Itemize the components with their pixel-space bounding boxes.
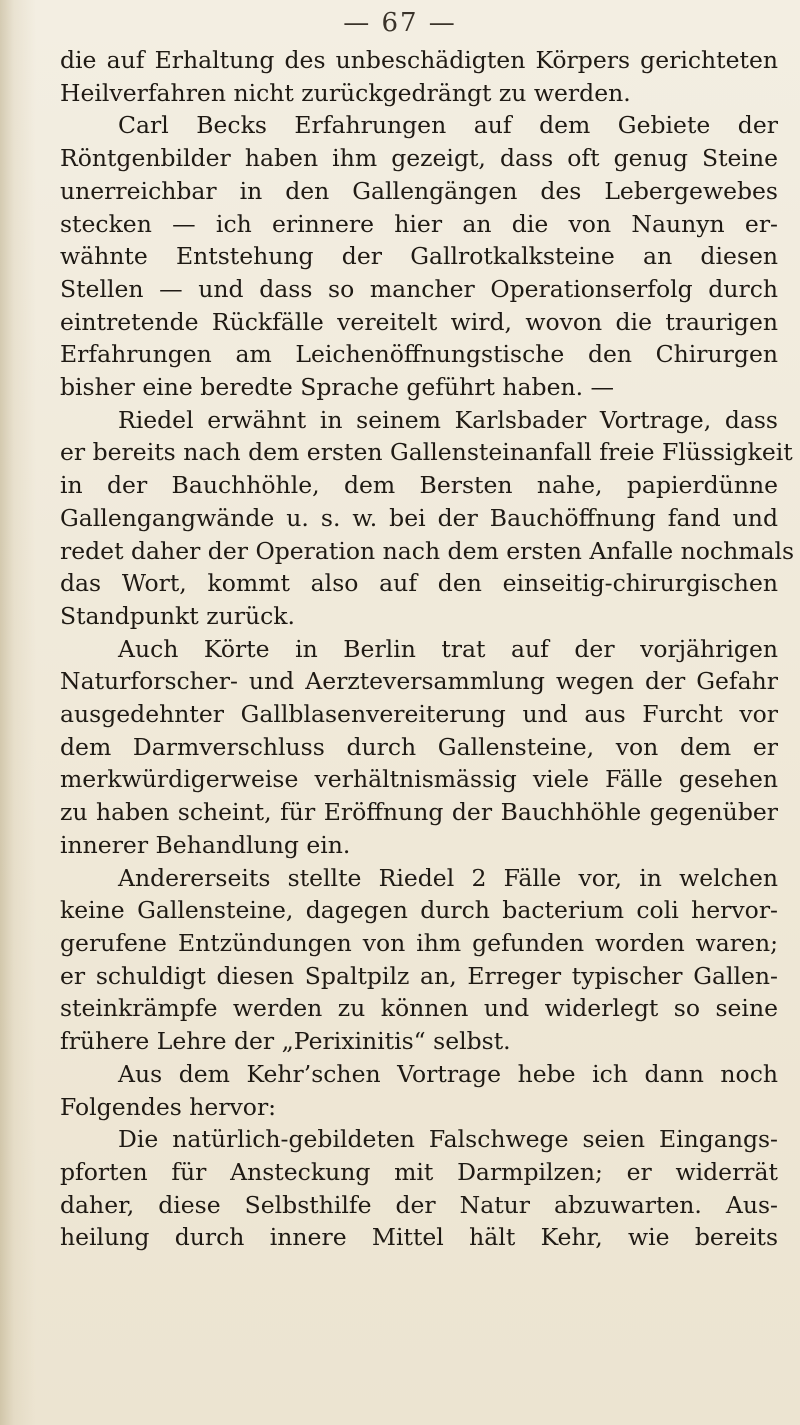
text-line: Die natürlich-gebildeten Falschwege seien Eingangs- bbox=[118, 1125, 778, 1154]
text-line: steinkrämpfe werden zu können und widerlegt so seine bbox=[60, 994, 778, 1023]
text-line: er bereits nach dem ersten Gallensteinanfall freie Flüssigkeit bbox=[60, 438, 793, 467]
text-line: merkwürdigerweise verhältnismässig viele Fälle gesehen bbox=[60, 765, 778, 794]
text-line: bisher eine beredte Sprache geführt haben. — bbox=[60, 373, 615, 402]
paragraph-2 bbox=[60, 109, 778, 403]
page-number: — 67 — bbox=[343, 8, 457, 38]
text-line: Erfahrungen am Leichenöffnungstische den Chirurgen bbox=[60, 340, 778, 369]
text-line: Stellen — und dass so mancher Operationserfolg durch bbox=[60, 274, 778, 303]
text-line: zu haben scheint, für Eröffnung der Bauchhöhle gegenüber bbox=[60, 798, 778, 827]
text-line: das Wort, kommt also auf den einseitig-chirurgischen bbox=[60, 569, 778, 598]
text-line: Auch Körte in Berlin trat auf der vorjährigen bbox=[118, 634, 778, 663]
text-line: Röntgenbilder haben ihm gezeigt, dass oft genug Steine bbox=[60, 144, 778, 173]
text-line: keine Gallensteine, dagegen durch bacterium coli hervor- bbox=[60, 896, 778, 925]
text-line: wähnte Entstehung der Gallrotkalksteine an diesen bbox=[60, 242, 778, 271]
text-line: heilung durch innere Mittel hält Kehr, wie bereits bbox=[60, 1223, 778, 1252]
text-line: Heilverfahren nicht zurückgedrängt zu werden. bbox=[60, 78, 631, 107]
text-line: Folgendes hervor: bbox=[60, 1092, 277, 1121]
paragraph-4 bbox=[60, 633, 778, 862]
text-line: er schuldigt diesen Spaltpilz an, Erreger typischer Gallen- bbox=[60, 961, 778, 990]
text-line: redet daher der Operation nach dem ersten Anfalle nochmals bbox=[60, 536, 795, 565]
text-line: pforten für Ansteckung mit Darmpilzen; er widerrät bbox=[60, 1157, 778, 1186]
text-line: Carl Becks Erfahrungen auf dem Gebiete der bbox=[118, 111, 778, 140]
text-line: Aus dem Kehr’schen Vortrage hebe ich dann noch bbox=[118, 1059, 778, 1088]
text-line: gerufene Entzündungen von ihm gefunden worden waren; bbox=[60, 928, 778, 957]
text-line: die auf Erhaltung des unbeschädigten Körpers gerichteten bbox=[60, 46, 778, 74]
text-line: frühere Lehre der „Perixinitis“ selbst. bbox=[60, 1027, 511, 1056]
paragraph-1 bbox=[60, 44, 778, 109]
text-line: in der Bauchhöhle, dem Bersten nahe, papierdünne bbox=[60, 471, 778, 500]
paragraph-3 bbox=[60, 404, 795, 633]
text-line: Riedel erwähnt in seinem Karlsbader Vortrage, dass bbox=[118, 405, 778, 434]
paragraph-6 bbox=[60, 1058, 778, 1123]
text-line: Standpunkt zurück. bbox=[60, 601, 295, 630]
text-line: Andererseits stellte Riedel 2 Fälle vor, in welchen bbox=[118, 863, 778, 892]
body-text bbox=[60, 44, 795, 1254]
text-line: eintretende Rückfälle vereitelt wird, wovon die traurigen bbox=[60, 307, 778, 336]
text-line: Gallengangwände u. s. w. bei der Bauchöffnung fand und bbox=[60, 503, 778, 532]
paragraph-5 bbox=[60, 862, 778, 1058]
text-line: daher, diese Selbsthilfe der Natur abzuwarten. Aus- bbox=[60, 1190, 778, 1219]
paragraph-7 bbox=[60, 1123, 778, 1254]
text-line: stecken — ich erinnere hier an die von Naunyn er- bbox=[60, 209, 778, 238]
text-line: unerreichbar in den Gallengängen des Lebergewebes bbox=[60, 176, 778, 205]
text-line: ausgedehnter Gallblasenvereiterung und aus Furcht vor bbox=[60, 700, 778, 729]
text-line: dem Darmverschluss durch Gallensteine, von dem er bbox=[60, 732, 778, 761]
text-line: Naturforscher- und Aerzteversammlung wegen der Gefahr bbox=[60, 667, 778, 696]
text-line: innerer Behandlung ein. bbox=[60, 830, 351, 859]
